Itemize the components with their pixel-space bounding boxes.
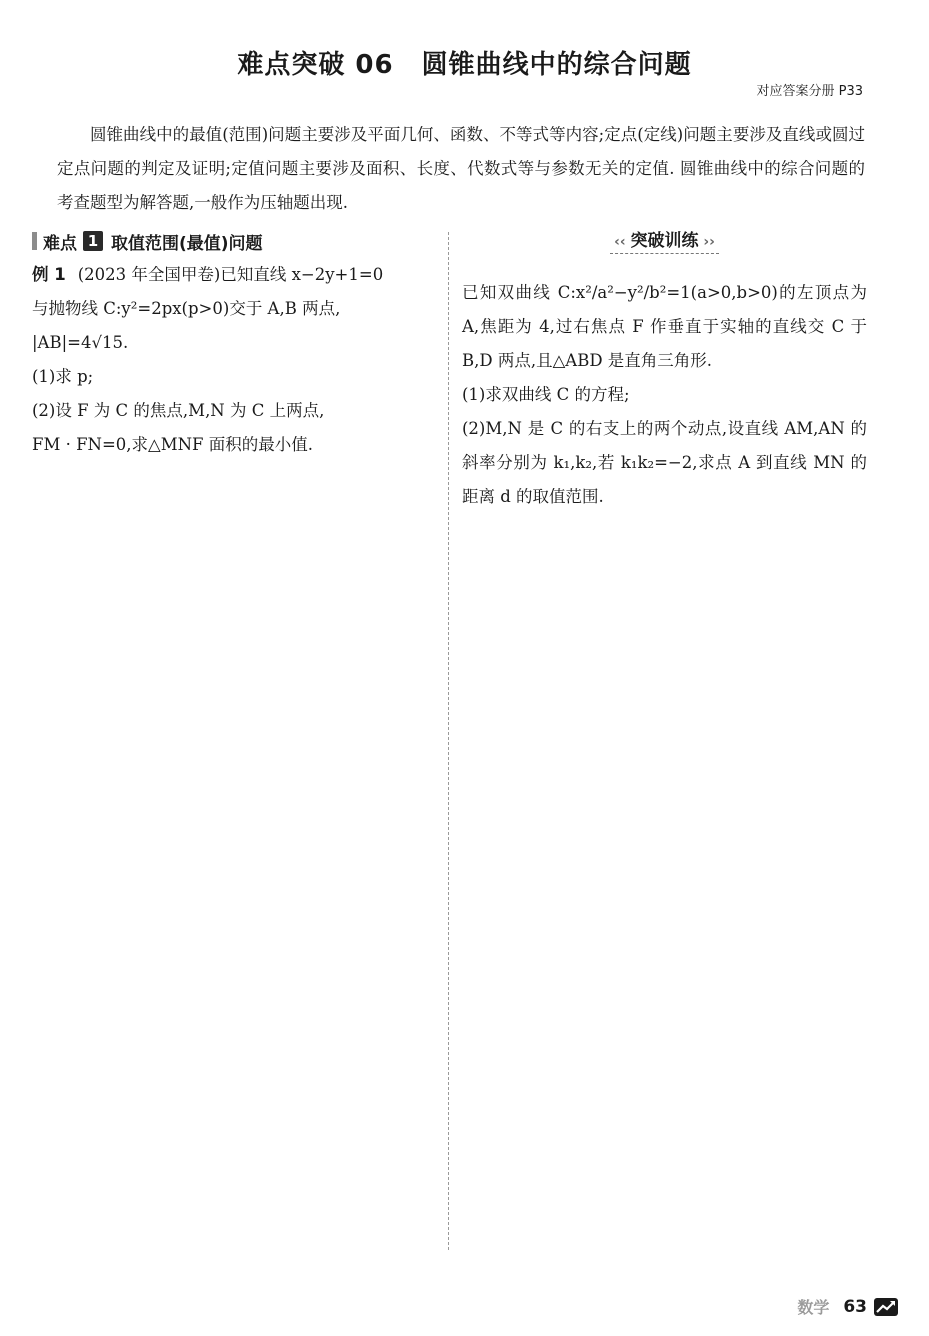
example-problem <box>32 258 440 462</box>
section-prefix: 难点 <box>43 233 77 254</box>
title-part2: 圆锥曲线中的综合问题 <box>421 50 692 80</box>
left-column <box>32 226 440 462</box>
trend-up-icon <box>873 1296 899 1318</box>
footer-subject: 数学 <box>797 1298 830 1317</box>
intro-paragraph: 圆锥曲线中的最值(范围)问题主要涉及平面几何、函数、不等式等内容;定点(定线)问题主要涉及直线或圆过定点问题的判定及证明;定值问题主要涉及面积、长度、代数式等与参数无关的定值. 圆锥曲线中的综合问题的考查题型为解答题,一般作为压轴题出现. <box>57 125 865 212</box>
training-problem: 已知双曲线 C:x²/a²−y²/b²=1(a>0,b>0)的左顶点为 A,焦距为 4,过右焦点 F 作垂直于实轴的直线交 C 于 B,D 两点,且△ABD 是直角三角形. <box>462 283 867 370</box>
section-number: 1 <box>83 231 103 251</box>
section-bar <box>32 232 37 250</box>
example-label: 例 1 <box>32 265 66 284</box>
column-divider <box>448 232 449 1250</box>
example-question-1: (1)求 p; <box>32 367 94 386</box>
page-title <box>0 44 929 81</box>
page-footer <box>797 1295 899 1318</box>
chevron-right-icon: ›› <box>698 234 715 250</box>
training-heading-text: 突破训练 <box>630 231 699 251</box>
section-heading <box>32 226 440 256</box>
right-column <box>462 226 867 514</box>
answer-reference: 对应答案分册 P33 <box>756 84 863 99</box>
example-question-2-cont: FM · FN=0,求△MNF 面积的最小值. <box>32 435 313 454</box>
example-line-1 <box>32 258 440 292</box>
training-heading <box>462 226 867 256</box>
training-question-1: (1)求双曲线 C 的方程; <box>462 385 630 404</box>
chevron-left-icon: ‹‹ <box>614 234 631 250</box>
example-source: (2023 年全国甲卷) <box>77 265 221 284</box>
example-line-3: |AB|=4√15. <box>32 333 129 352</box>
title-part1: 难点突破 06 <box>237 50 394 80</box>
example-question-2: (2)设 F 为 C 的焦点,M,N 为 C 上两点, <box>32 401 325 420</box>
example-line1: 已知直线 x−2y+1=0 <box>220 265 384 284</box>
example-line-2: 与抛物线 C:y²=2px(p>0)交于 A,B 两点, <box>32 299 341 318</box>
page-number: 63 <box>843 1296 867 1317</box>
training-question-2: (2)M,N 是 C 的右支上的两个动点,设直线 AM,AN 的斜率分别为 k₁,k₂,若 k₁k₂=−2,求点 A 到直线 MN 的距离 d 的取值范围. <box>462 419 867 506</box>
section-title: 取值范围(最值)问题 <box>111 233 263 254</box>
